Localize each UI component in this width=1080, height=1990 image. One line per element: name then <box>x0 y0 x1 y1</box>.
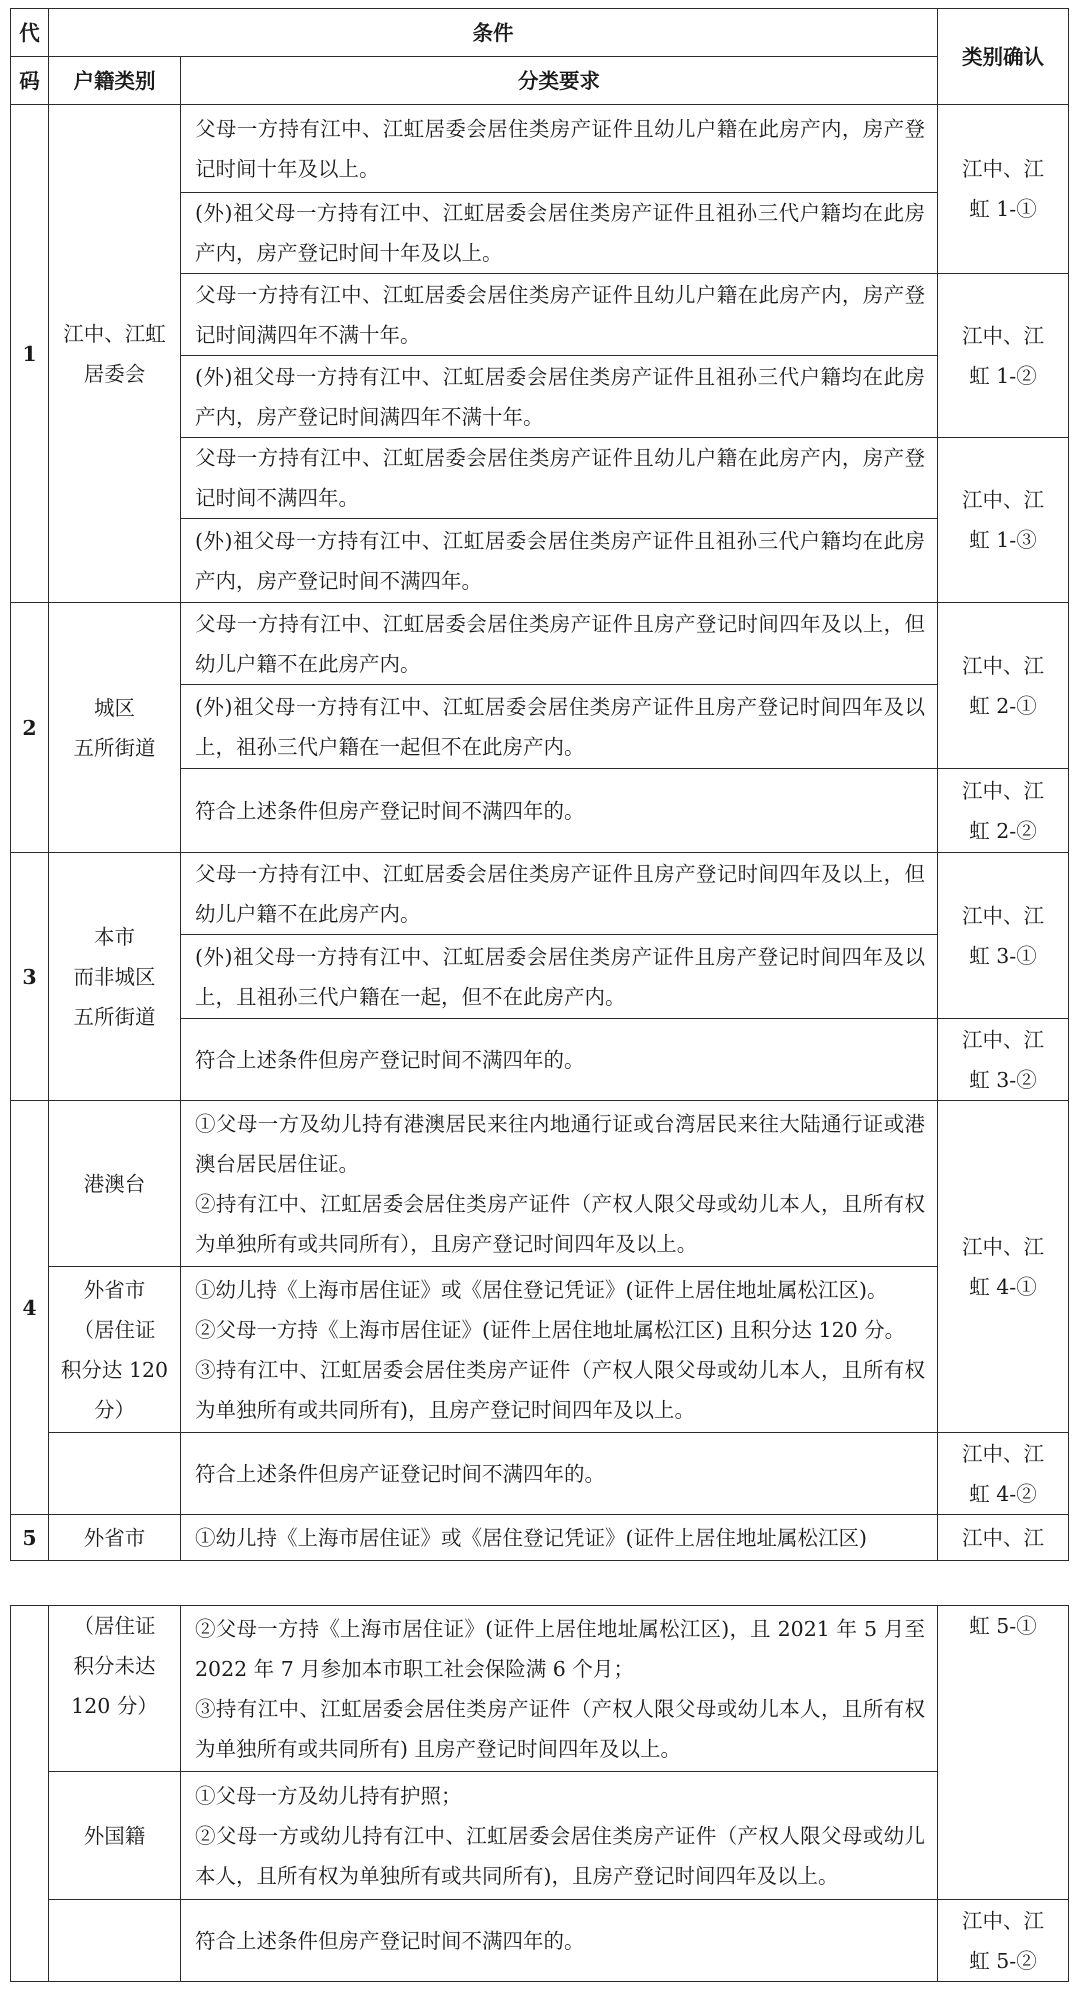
row-code: 2 <box>11 603 49 853</box>
category-cell: 江中、江 虹 4-① <box>938 1101 1069 1433</box>
requirement-cell: 父母一方持有江中、江虹居委会居住类房产证件且幼儿户籍在此房产内，房产登记时间十年及以上。 <box>181 105 938 193</box>
requirement-cell: 父母一方持有江中、江虹居委会居住类房产证件且幼儿户籍在此房产内，房产登记时间满四年不满十年。 <box>181 274 938 356</box>
requirement-cell: (外)祖父母一方持有江中、江虹居委会居住类房产证件且祖孙三代户籍均在此房产内，房产登记时间满四年不满十年。 <box>181 356 938 438</box>
row-code-continued <box>11 1606 49 1982</box>
requirement-cell: 父母一方持有江中、江虹居委会居住类房产证件且房产登记时间四年及以上，但幼儿户籍不在此房产内。 <box>181 603 938 685</box>
requirement-cell: 符合上述条件但房产证登记时间不满四年的。 <box>181 1433 938 1515</box>
code-header-bottom: 码 <box>11 57 49 105</box>
category-cell: 江中、江 虹 4-② <box>938 1433 1069 1515</box>
row-code: 3 <box>11 853 49 1101</box>
classification-header: 分类要求 <box>181 57 938 105</box>
hukou-type-cell: （居住证 积分未达 120 分） <box>49 1606 181 1772</box>
hukou-type-cell: 外国籍 <box>49 1772 181 1900</box>
requirement-cell: 符合上述条件但房产登记时间不满四年的。 <box>181 1900 938 1982</box>
classification-table-continued <box>10 1605 1069 1982</box>
requirement-cell: (外)祖父母一方持有江中、江虹居委会居住类房产证件且房产登记时间四年及以上，且祖孙三代户籍在一起，但不在此房产内。 <box>181 935 938 1019</box>
requirement-cell: (外)祖父母一方持有江中、江虹居委会居住类房产证件且房产登记时间四年及以上，祖孙三代户籍在一起但不在此房产内。 <box>181 685 938 769</box>
category-cell: 江中、江 虹 3-① <box>938 853 1069 1019</box>
requirement-cell: ②父母一方持《上海市居住证》(证件上居住地址属松江区)，且 2021 年 5 月至 2022 年 7 月参加本市职工社会保险满 6 个月； ③持有江中、江虹居委会居住类房产证件（产权人限父母或幼儿本人，且所有权为单独所有或共同所有) 且房产登记时间四年及以上。 <box>181 1606 938 1772</box>
row-code: 4 <box>11 1101 49 1515</box>
requirement-cell: ①父母一方及幼儿持有护照； ②父母一方或幼儿持有江中、江虹居委会居住类房产证件（产权人限父母或幼儿本人，且所有权为单独所有或共同所有)，且房产登记时间四年及以上。 <box>181 1772 938 1900</box>
requirement-cell: (外)祖父母一方持有江中、江虹居委会居住类房产证件且祖孙三代户籍均在此房产内，房产登记时间十年及以上。 <box>181 193 938 274</box>
hukou-type-cell: 江中、江虹 居委会 <box>49 105 181 603</box>
row-code: 5 <box>11 1515 49 1561</box>
category-cell: 江中、江 <box>938 1515 1069 1561</box>
hukou-type-cell <box>49 1900 181 1982</box>
hukou-type-cell: 城区 五所街道 <box>49 603 181 853</box>
category-cell: 江中、江 虹 2-① <box>938 603 1069 769</box>
category-cell: 虹 5-① <box>938 1606 1069 1900</box>
hukou-type-cell: 港澳台 <box>49 1101 181 1267</box>
requirement-cell: (外)祖父母一方持有江中、江虹居委会居住类房产证件且祖孙三代户籍均在此房产内，房产登记时间不满四年。 <box>181 519 938 603</box>
hukou-type-header: 户籍类别 <box>49 57 181 105</box>
hukou-type-cell: 本市 而非城区 五所街道 <box>49 853 181 1101</box>
category-cell: 江中、江 虹 1-③ <box>938 438 1069 603</box>
classification-table <box>10 8 1069 1561</box>
category-confirm-header: 类别确认 <box>938 9 1069 105</box>
code-header-top: 代 <box>11 9 49 57</box>
conditions-header: 条件 <box>49 9 938 57</box>
hukou-type-cell <box>49 1433 181 1515</box>
category-cell: 江中、江 虹 3-② <box>938 1019 1069 1101</box>
requirement-cell: 符合上述条件但房产登记时间不满四年的。 <box>181 1019 938 1101</box>
requirement-cell: ①幼儿持《上海市居住证》或《居住登记凭证》(证件上居住地址属松江区) <box>181 1515 938 1561</box>
row-code: 1 <box>11 105 49 603</box>
hukou-type-cell: 外省市 <box>49 1515 181 1561</box>
requirement-cell: 符合上述条件但房产登记时间不满四年的。 <box>181 769 938 853</box>
requirement-cell: 父母一方持有江中、江虹居委会居住类房产证件且房产登记时间四年及以上，但幼儿户籍不在此房产内。 <box>181 853 938 935</box>
requirement-cell: ①幼儿持《上海市居住证》或《居住登记凭证》(证件上居住地址属松江区)。 ②父母一方持《上海市居住证》(证件上居住地址属松江区) 且积分达 120 分。 ③持有江中、江虹居委会居住类房产证件（产权人限父母或幼儿本人，且所有权为单独所有或共同所有)，且房产登记时间四年及以上。 <box>181 1267 938 1433</box>
category-cell: 江中、江 虹 5-② <box>938 1900 1069 1982</box>
category-cell: 江中、江 虹 2-② <box>938 769 1069 853</box>
category-cell: 江中、江 虹 1-② <box>938 274 1069 438</box>
requirement-cell: 父母一方持有江中、江虹居委会居住类房产证件且幼儿户籍在此房产内，房产登记时间不满四年。 <box>181 438 938 519</box>
hukou-type-cell: 外省市 （居住证 积分达 120 分） <box>49 1267 181 1433</box>
requirement-cell: ①父母一方及幼儿持有港澳居民来往内地通行证或台湾居民来往大陆通行证或港澳台居民居住证。 ②持有江中、江虹居委会居住类房产证件（产权人限父母或幼儿本人，且所有权为单独所有或共同所有），且房产登记时间四年及以上。 <box>181 1101 938 1267</box>
category-cell: 江中、江 虹 1-① <box>938 105 1069 274</box>
